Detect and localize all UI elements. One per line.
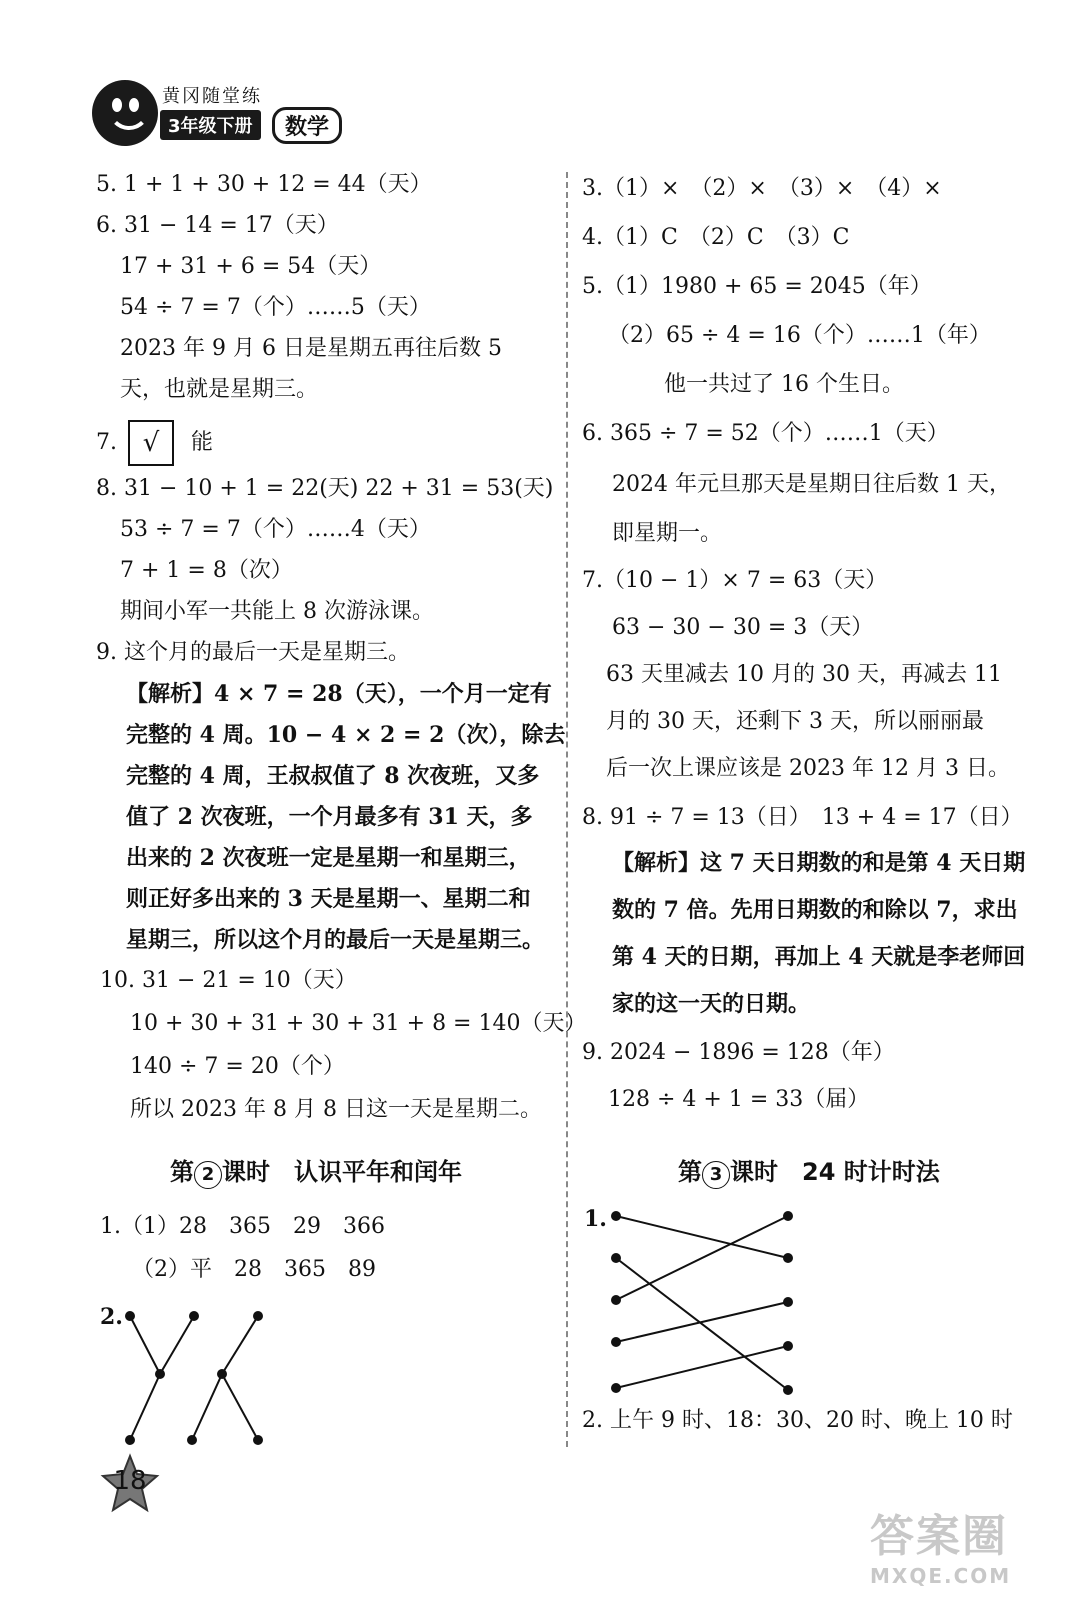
answer-6-r-line1: 6. 365 ÷ 7 = 52（个）……1（天） [582,421,949,446]
dot [189,1311,199,1321]
dot [253,1311,263,1321]
lesson2-answer-2-label: 2. [100,1304,123,1330]
answer-9-analysis-3: 完整的 4 周，王叔叔值了 8 次夜班，又多 [126,763,540,789]
page-number: 18 [113,1466,147,1496]
dot [155,1369,165,1379]
dot [783,1297,793,1307]
answer-8-line2: 53 ÷ 7 = 7（个）……4（天） [120,517,431,542]
section-title-lesson-3: 第 3 课时 24 时计时法 [678,1152,940,1189]
answer-6-line2: 17 + 31 + 6 = 54（天） [120,254,382,279]
answer-7 [96,420,213,466]
answer-6-r-line3: 即星期一。 [612,521,723,546]
dot [783,1211,793,1221]
column-divider [566,172,568,1447]
answer-8-line4: 期间小军一共能上 8 次游泳课。 [120,599,434,624]
answer-9-line1: 9. 这个月的最后一天是星期三。 [96,640,410,665]
dot [611,1337,621,1347]
answer-9-analysis-5: 出来的 2 次夜班一定是星期一和星期三， [126,845,531,871]
answer-5-line1: 5.（1）1980 + 65 = 2045（年） [582,274,932,299]
answer-10-line2: 10 + 30 + 31 + 30 + 31 + 8 = 140（天） [130,1011,587,1036]
dot [783,1385,793,1395]
answer-9-r-line2: 128 ÷ 4 + 1 = 33（届） [608,1087,870,1112]
series-title: 黄冈随堂练 [162,86,262,107]
answer-8-analysis-3: 第 4 天的日期，再加上 4 天就是李老师回 [612,944,1026,970]
lesson2-answer-1-line2: （2）平 28 365 89 [132,1257,376,1282]
watermark-url: MXQE.COM [870,1564,1012,1588]
smiley-logo-icon [92,80,158,146]
book-header [92,80,352,160]
answer-9-r-line1: 9. 2024 − 1896 = 128（年） [582,1040,895,1065]
dot [611,1253,621,1263]
dot [187,1435,197,1445]
dot [217,1369,227,1379]
answer-10-line3: 140 ÷ 7 = 20（个） [130,1054,345,1079]
answer-10-line4: 所以 2023 年 8 月 8 日这一天是星期二。 [130,1097,542,1122]
watermark [870,1500,1050,1590]
answer-6-line4: 2023 年 9 月 6 日是星期五再往后数 5 [120,336,502,361]
answer-6-line1: 6. 31 − 14 = 17（天） [96,213,339,238]
subject-label: 数学 [272,107,342,144]
watermark-text: 答案圈 [870,1511,1008,1562]
answer-3: 3.（1）× （2）× （3）× （4）× [582,176,942,201]
answer-7-r-line4: 月的 30 天，还剩下 3 天，所以丽丽最 [606,709,984,734]
matching-diagram-right [600,1200,800,1400]
answer-10-line1: 10. 31 − 21 = 10（天） [100,968,357,993]
answer-5-line3: 他一共过了 16 个生日。 [664,372,904,397]
answer-9-analysis-2: 完整的 4 周。10 − 4 × 2 = 2（次），除去 [126,722,566,748]
page-number-star [98,1452,162,1516]
answer-8-line1: 8. 31 − 10 + 1 = 22(天) 22 + 31 = 53(天) [96,476,554,501]
answer-7-text: 能 [191,430,214,455]
lesson2-answer-1-line1: 1.（1）28 365 29 366 [100,1214,385,1239]
answer-6-line3: 54 ÷ 7 = 7（个）……5（天） [120,295,431,320]
answer-7-r-line2: 63 − 30 − 30 = 3（天） [612,615,874,640]
dot [783,1341,793,1351]
answer-8-analysis-1: 【解析】这 7 天日期数的和是第 4 天日期 [612,850,1026,876]
answer-8-analysis-2: 数的 7 倍。先用日期数的和除以 7，求出 [612,897,1018,923]
lesson-number-badge: 3 [702,1161,730,1189]
answer-9-analysis-7: 星期三，所以这个月的最后一天是星期三。 [126,927,545,953]
answer-5-line2: （2）65 ÷ 4 = 16（个）……1（年） [608,323,991,348]
answer-5: 5. 1 + 1 + 30 + 12 = 44（天） [96,172,432,197]
answer-8-line3: 7 + 1 = 8（次） [120,558,293,583]
lesson3-answer-1-label: 1. [584,1206,607,1232]
dot [253,1435,263,1445]
answer-4: 4.（1）C （2）C （3）C [582,225,850,250]
dot [125,1435,135,1445]
answer-6-r-line2: 2024 年元旦那天是星期日往后数 1 天， [612,472,1011,497]
lesson-number-badge: 2 [194,1161,222,1189]
grade-label: 3年级下册 [160,110,261,140]
check-mark-icon: √ [128,420,174,466]
dot [783,1253,793,1263]
answer-8-analysis-4: 家的这一天的日期。 [612,991,811,1017]
dot [611,1211,621,1221]
answer-7-r-line5: 后一次上课应该是 2023 年 12 月 3 日。 [606,756,1010,781]
answer-9-analysis-4: 值了 2 次夜班，一个月最多有 31 天，多 [126,804,533,830]
answer-7-r-line3: 63 天里减去 10 月的 30 天，再减去 11 [606,662,1002,687]
answer-6-line5: 天，也就是星期三。 [120,377,319,402]
answer-7-r-line1: 7.（10 − 1）× 7 = 63（天） [582,568,888,593]
dot [611,1295,621,1305]
answer-8-r-line1: 8. 91 ÷ 7 = 13（日） 13 + 4 = 17（日） [582,805,1023,830]
dot [125,1311,135,1321]
lesson3-answer-2: 2. 上午 9 时、18：30、20 时、晚上 10 时 [582,1408,1013,1433]
answer-9-analysis-6: 则正好多出来的 3 天是星期一、星期二和 [126,886,531,912]
matching-diagram-left [110,1300,280,1460]
section-title-lesson-2: 第 2 课时 认识平年和闰年 [170,1152,462,1189]
answer-9-analysis-1: 【解析】4 × 7 = 28（天），一个月一定有 [126,681,552,707]
dot [611,1383,621,1393]
answer-7-number: 7. [96,430,117,455]
